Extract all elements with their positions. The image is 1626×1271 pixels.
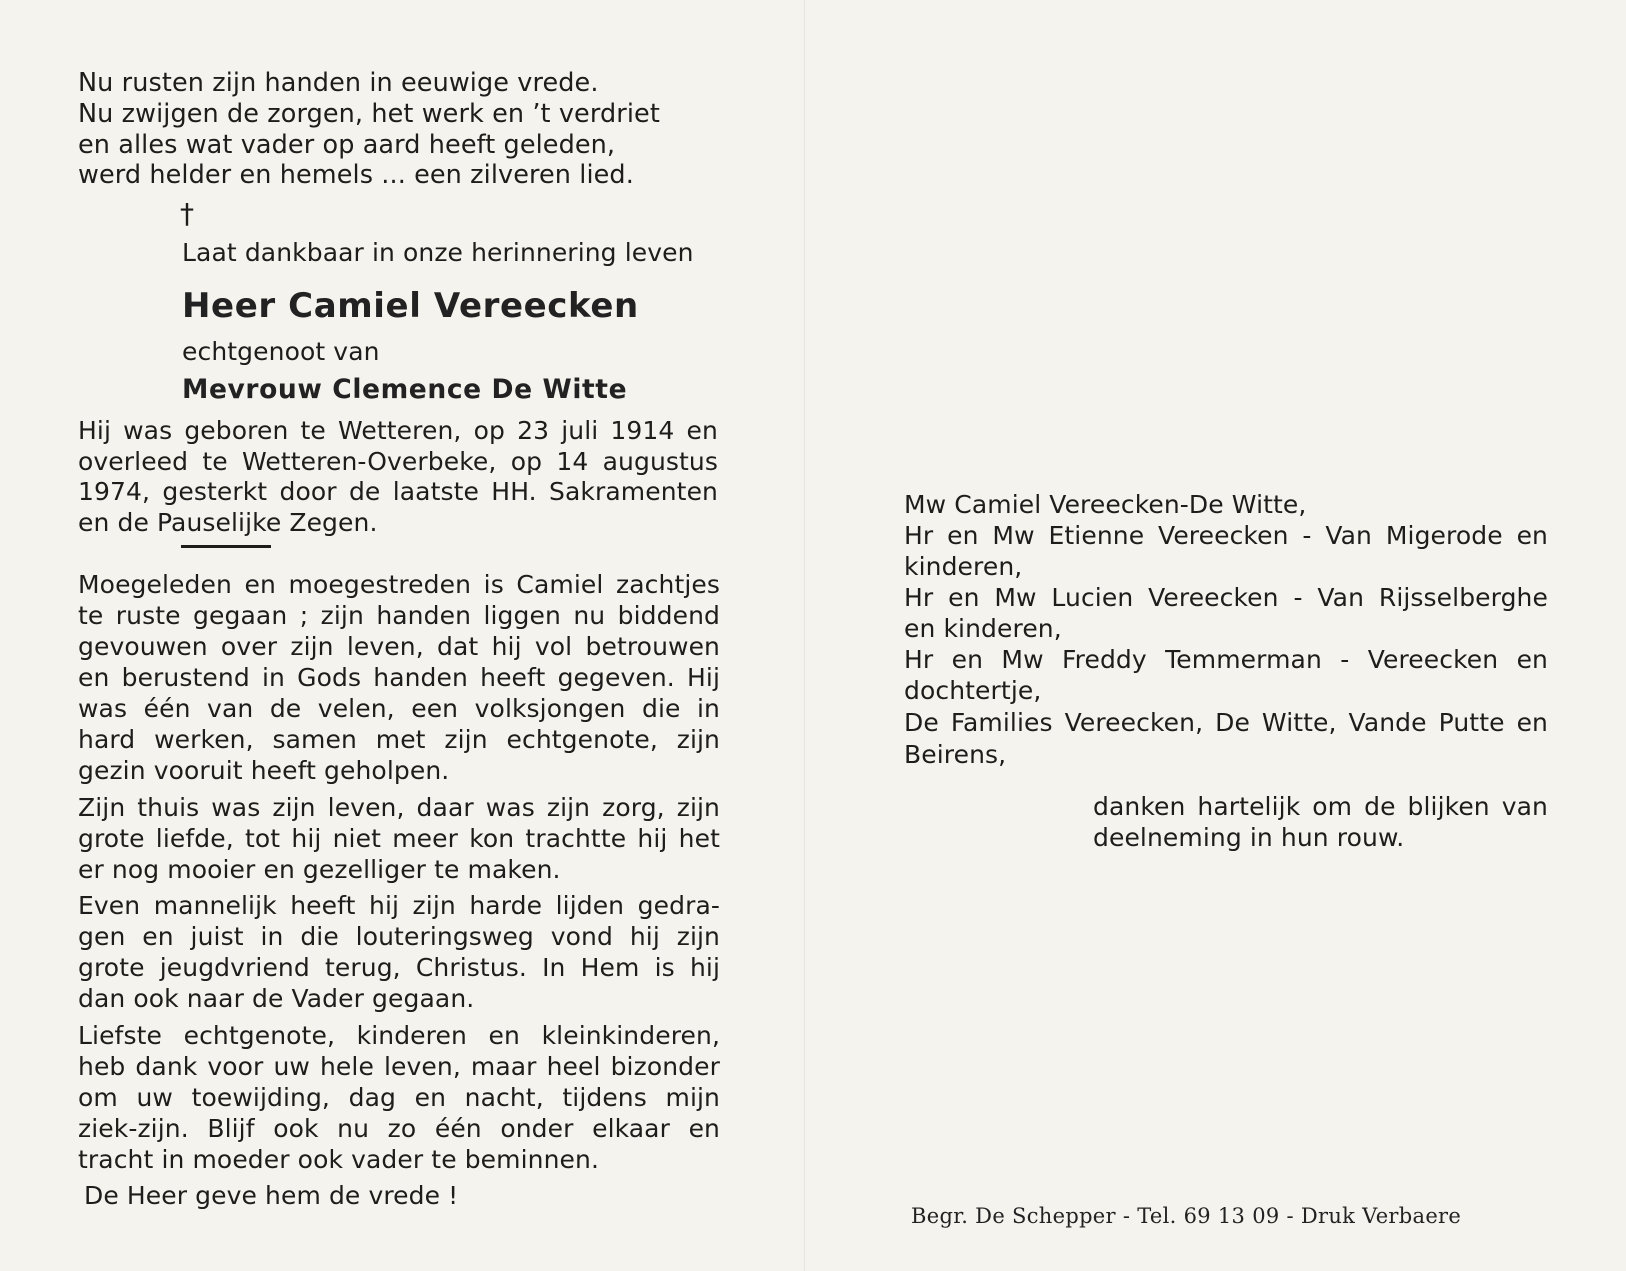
- page-fold: [804, 0, 805, 1271]
- body-line: gezin vooruit heeft geholpen.: [78, 756, 450, 785]
- remember-line: Laat dankbaar in onze herinnering leven: [182, 238, 694, 267]
- printer-imprint: Begr. De Schepper - Tel. 69 13 09 - Druk Verbaere: [911, 1204, 1462, 1228]
- body-line: en berustend in Gods handen heeft gegeven. Hij: [78, 663, 720, 692]
- body-line: te ruste gegaan ; zijn handen liggen nu biddend: [78, 601, 720, 630]
- body-line: Liefste echtgenote, kinderen en kleinkinderen,: [78, 1021, 720, 1050]
- thanks-line: Hr en Mw Lucien Vereecken - Van Rijsselberghe: [904, 583, 1548, 612]
- thanks-line: De Families Vereecken, De Witte, Vande Putte en: [904, 708, 1548, 737]
- thanks-line: Beirens,: [904, 740, 1007, 769]
- body-line: Moegeleden en moegestreden is Camiel zachtjes: [78, 570, 720, 599]
- left-page: [0, 0, 800, 1271]
- thanks-line: Hr en Mw Etienne Vereecken - Van Migerode en: [904, 521, 1548, 550]
- body-line: ziek-zijn. Blijf ook nu zo één onder elkaar en: [78, 1114, 720, 1143]
- thanks-closing-line: danken hartelijk om de blijken van: [1093, 792, 1548, 821]
- thanks-closing-line: deelneming in hun rouw.: [1093, 823, 1405, 852]
- body-line: tracht in moeder ook vader te beminnen.: [78, 1145, 600, 1174]
- poem-line: Nu rusten zijn handen in eeuwige vrede.: [78, 68, 599, 98]
- body-line: hard werken, samen met zijn echtgenote, zijn: [78, 725, 720, 754]
- body-line: om uw toewijding, dag en nacht, tijdens mijn: [78, 1083, 720, 1112]
- spouse-intro: echtgenoot van: [182, 337, 380, 366]
- bio-line: overleed te Wetteren-Overbeke, op 14 augustus: [78, 447, 718, 476]
- poem-line: Nu zwijgen de zorgen, het werk en ’t verdriet: [78, 99, 660, 129]
- body-line: gevouwen over zijn leven, dat hij vol betrouwen: [78, 632, 720, 661]
- bio-line: en de Pauselijke Zegen.: [78, 508, 378, 537]
- body-line: was één van de velen, een volksjongen die in: [78, 694, 720, 723]
- body-line: grote jeugdvriend terug, Christus. In Hem is hij: [78, 953, 720, 982]
- poem-line: werd helder en hemels ... een zilveren lied.: [78, 160, 634, 190]
- body-line: heb dank voor uw hele leven, maar heel bizonder: [78, 1052, 720, 1081]
- cross-icon: †: [180, 197, 194, 230]
- body-line: gen en juist in die louteringsweg vond hij zijn: [78, 922, 720, 951]
- body-line: Zijn thuis was zijn leven, daar was zijn zorg, zijn: [78, 793, 720, 822]
- thanks-line: dochtertje,: [904, 676, 1042, 705]
- body-line: grote liefde, tot hij niet meer kon trachtte hij het: [78, 824, 720, 853]
- body-line: Even mannelijk heeft hij zijn harde lijden gedra-: [78, 891, 720, 920]
- bio-line: Hij was geboren te Wetteren, op 23 juli 1914 en: [78, 416, 718, 445]
- poem-line: en alles wat vader op aard heeft geleden,: [78, 130, 616, 160]
- thanks-line: Mw Camiel Vereecken-De Witte,: [904, 490, 1307, 519]
- deceased-name: Heer Camiel Vereecken: [182, 286, 639, 326]
- thanks-line: kinderen,: [904, 552, 1023, 581]
- section-divider: [181, 545, 271, 548]
- spouse-name: Mevrouw Clemence De Witte: [182, 374, 628, 405]
- body-line: er nog mooier en gezelliger te maken.: [78, 855, 561, 884]
- thanks-line: Hr en Mw Freddy Temmerman - Vereecken en: [904, 645, 1548, 674]
- body-line: dan ook naar de Vader gegaan.: [78, 984, 475, 1013]
- thanks-line: en kinderen,: [904, 614, 1062, 643]
- bio-line: 1974, gesterkt door de laatste HH. Sakramenten: [78, 477, 718, 506]
- closing-line: De Heer geve hem de vrede !: [84, 1181, 459, 1210]
